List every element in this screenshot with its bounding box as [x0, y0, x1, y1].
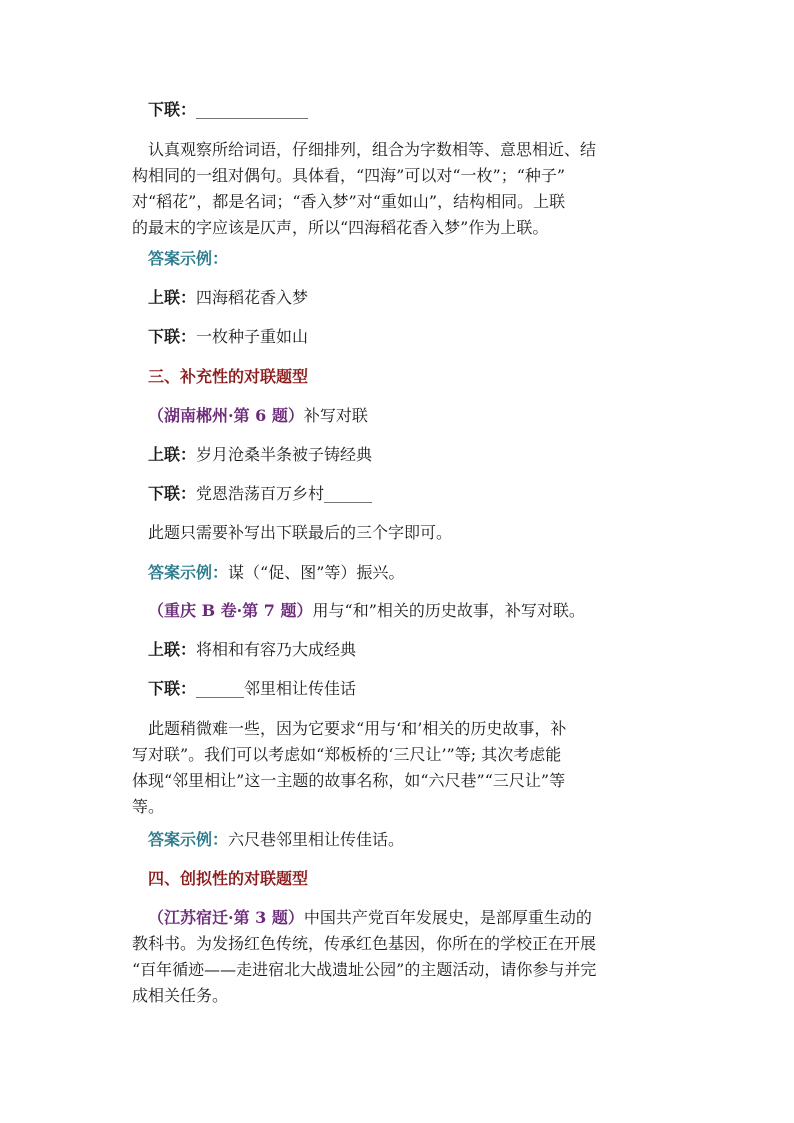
analysis-line: 体现“邻里相让”这一主题的故事名称，如“六尺巷”“三尺让”等: [132, 771, 566, 790]
q1-source: （湖南郴州·第 6 题）: [148, 406, 304, 425]
q1-shang-lian-line: [148, 444, 656, 466]
xia-lian-text: 一枚种子重如山: [196, 327, 309, 346]
xia-lian-label: 下联：: [148, 100, 197, 119]
shang-lian-label: 上联：: [148, 288, 197, 307]
q1-answer: 谋（“促、图”等）振兴。: [228, 563, 405, 582]
analysis-line: 对“稻花”，都是名词；“香入梦”对“重如山”，结构相同。上联: [132, 192, 566, 211]
q2-xia-lian-line: [148, 678, 656, 700]
analysis-paragraph-1: [132, 137, 688, 241]
xia-lian-text: ______邻里相让传佳话: [196, 679, 357, 698]
xia-lian-label: 下联：: [148, 679, 197, 698]
analysis-line: 构相同的一组对偶句。具体看，“四海”可以对“一枚”；“种子”: [132, 166, 566, 185]
q1-xia-lian-line: [148, 483, 656, 505]
analysis-line: 此题稍微难一些，因为它要求“用与‘和’相关的历史故事，补: [148, 719, 567, 738]
q1-answer-line: [148, 562, 656, 584]
paragraph-line: 教科书。为发扬红色传统，传承红色基因，你所在的学校正在开展: [132, 934, 597, 953]
shang-lian-line: [148, 287, 656, 309]
xia-lian-label: 下联：: [148, 484, 197, 503]
section4-heading: 四、创拟性的对联题型: [148, 869, 309, 888]
answer-example-label: 答案示例：: [148, 830, 229, 849]
xia-lian-text: 党恩浩荡百万乡村______: [196, 484, 373, 503]
q2-answer-line: [148, 829, 656, 851]
q2-answer: 六尺巷邻里相让传佳话。: [228, 830, 405, 849]
shang-lian-label: 上联：: [148, 640, 197, 659]
answer-example-label: 答案示例：: [148, 563, 229, 582]
shang-lian-text: 将相和有容乃大成经典: [196, 640, 357, 659]
analysis-line: 等。: [132, 797, 165, 816]
xia-lian-line: [148, 326, 656, 348]
q2-source: （重庆 B 卷·第 7 题）: [148, 601, 313, 620]
xia-lian-blank-line: [148, 99, 656, 121]
analysis-line: 写对联”。我们可以考虑如“郑板桥的‘三尺让’”等; 其次考虑能: [132, 745, 562, 764]
q2-prompt-line: [148, 600, 656, 622]
section4-q1-source: （江苏宿迁·第 3 题）: [148, 908, 304, 927]
xia-lian-label: 下联：: [148, 327, 197, 346]
shang-lian-text: 岁月沧桑半条被子铸经典: [196, 445, 373, 464]
analysis-line: 认真观察所给词语，仔细排列，组合为字数相等、意思相近、结: [148, 140, 597, 159]
answer-example-label: 答案示例：: [148, 249, 229, 268]
section4-q1-paragraph: [132, 905, 688, 1009]
paragraph-line: “百年循迹——走进宿北大战遗址公园”的主题活动，请你参与并完: [132, 960, 597, 979]
paragraph-line: （江苏宿迁·第 3 题）中国共产党百年发展史，是部厚重生动的: [148, 908, 592, 927]
q1-analysis: 此题只需要补写出下联最后的三个字即可。: [148, 523, 453, 542]
q2-prompt: 用与“和”相关的历史故事，补写对联。: [312, 601, 585, 620]
q1-prompt-line: [148, 405, 656, 427]
q2-shang-lian-line: [148, 639, 656, 661]
analysis-line: 的最末的字应该是仄声，所以“四海稻花香入梦”作为上联。: [132, 218, 549, 237]
shang-lian-label: 上联：: [148, 445, 197, 464]
q2-analysis-paragraph: [132, 716, 688, 820]
section3-heading: 三、补充性的对联题型: [148, 367, 309, 386]
q1-prompt: 补写对联: [303, 406, 368, 425]
shang-lian-text: 四海稻花香入梦: [196, 288, 309, 307]
paragraph-line: 成相关任务。: [132, 986, 229, 1005]
xia-lian-blank: ______________: [196, 100, 309, 119]
